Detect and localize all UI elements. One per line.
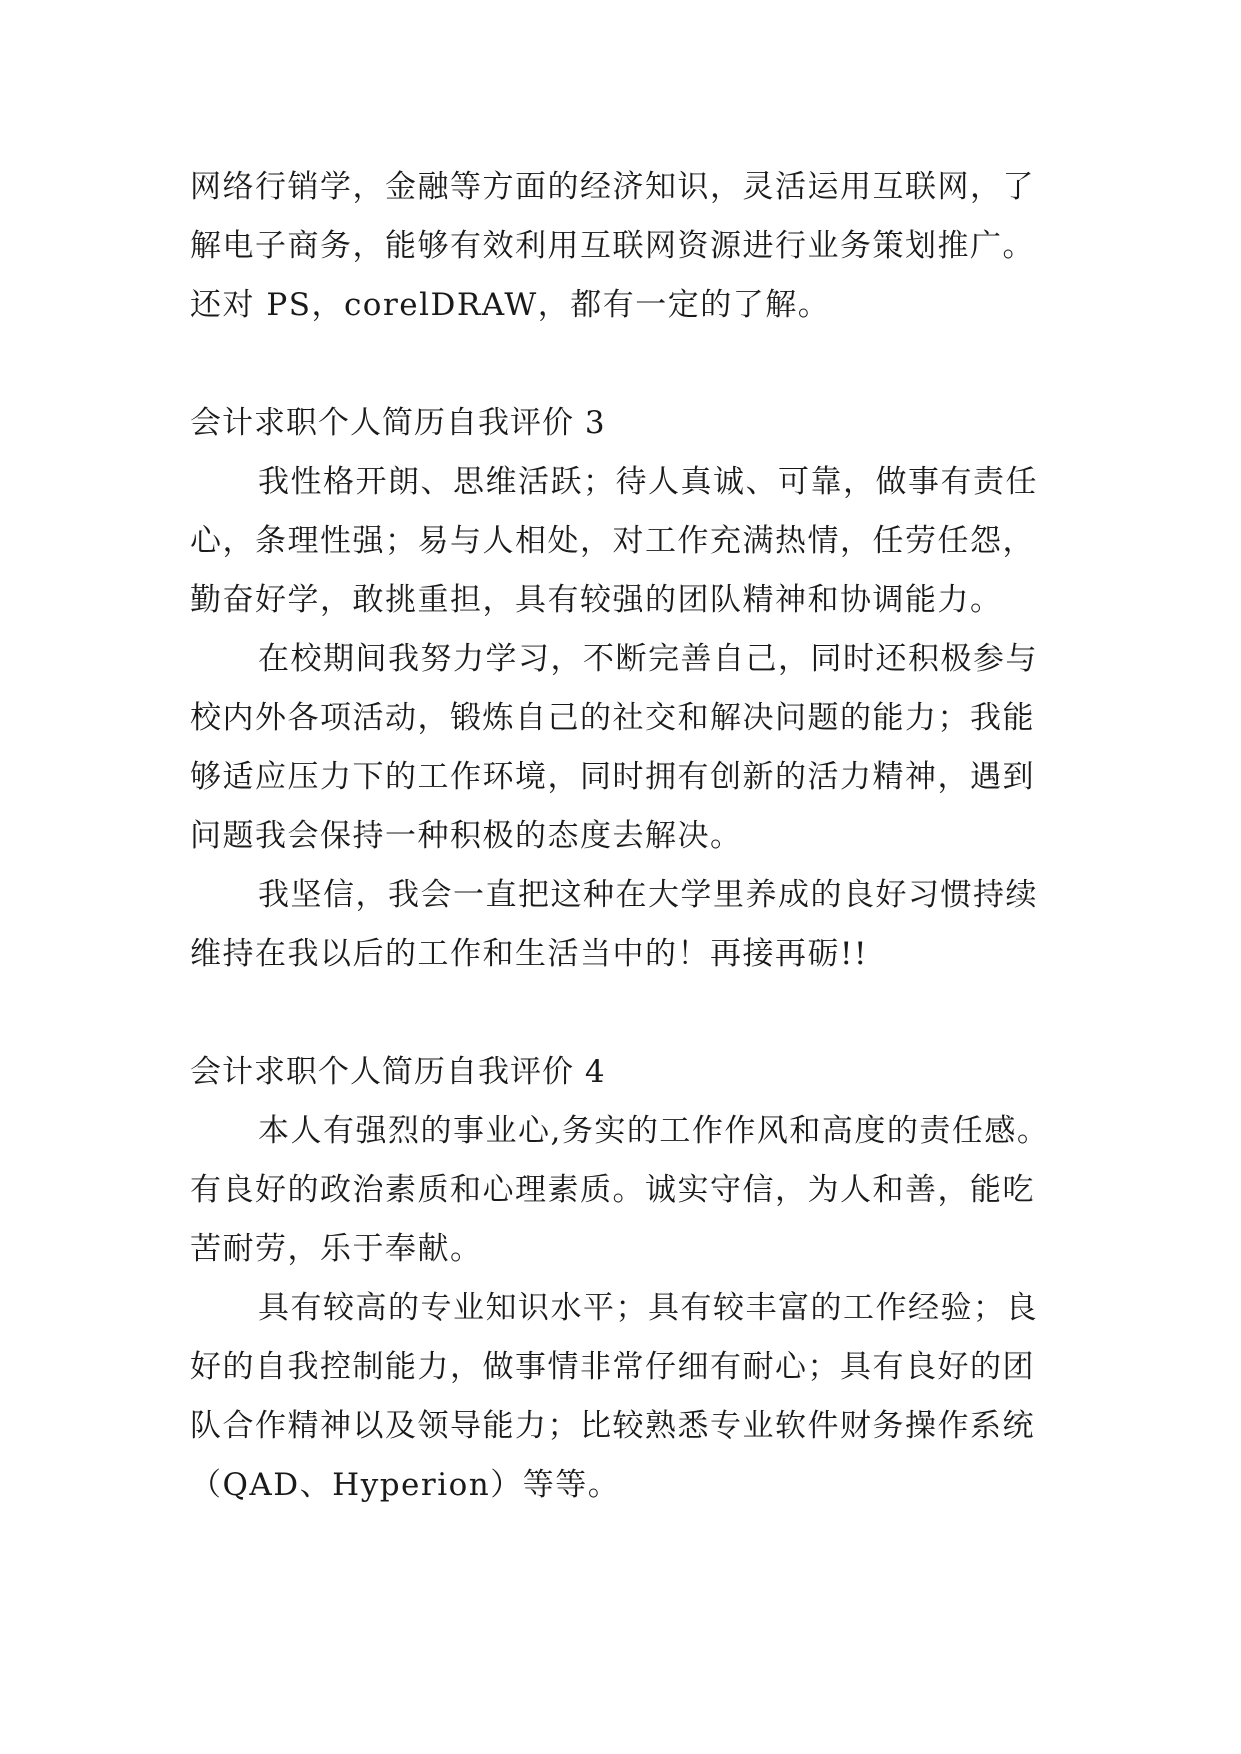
paragraph [190,453,1070,630]
section-3 [190,394,1070,984]
text-line: 解电子商务，能够有效利用互联网资源进行业务策划推广。 [190,228,1035,264]
paragraph [190,1279,1070,1515]
section-4 [190,1043,1070,1515]
section-heading: 会计求职个人简历自我评价 3 [190,405,606,441]
text-line: 具有较高的专业知识水平；具有较丰富的工作经验；良 [258,1290,1038,1326]
text-line: 有良好的政治素质和心理素质。诚实守信，为人和善，能吃 [190,1172,1035,1208]
text-line: 我坚信，我会一直把这种在大学里养成的良好习惯持续 [258,877,1038,913]
section-heading: 会计求职个人简历自我评价 4 [190,1054,606,1090]
paragraph [190,866,1070,984]
text-line: 心，条理性强；易与人相处，对工作充满热情，任劳任怨， [190,523,1035,559]
document-body [190,158,1070,1515]
text-line: 我性格开朗、思维活跃；待人真诚、可靠，做事有责任 [258,464,1038,500]
text-line: 在校期间我努力学习，不断完善自己，同时还积极参与 [258,641,1038,677]
text-line: 苦耐劳，乐于奉献。 [190,1231,483,1267]
text-line: 校内外各项活动，锻炼自己的社交和解决问题的能力；我能 [190,700,1035,736]
paragraph [190,1102,1070,1279]
paragraph [190,630,1070,866]
section-spacer [190,335,1070,394]
intro-paragraph [190,158,1070,335]
text-line: 网络行销学，金融等方面的经济知识，灵活运用互联网，了 [190,169,1035,205]
text-line: 勤奋好学，敢挑重担，具有较强的团队精神和协调能力。 [190,582,1003,618]
section-spacer [190,984,1070,1043]
text-line: 维持在我以后的工作和生活当中的！再接再砺!! [190,936,868,972]
text-line: 够适应压力下的工作环境，同时拥有创新的活力精神，遇到 [190,759,1035,795]
text-line: 队合作精神以及领导能力；比较熟悉专业软件财务操作系统 [190,1408,1035,1444]
text-line: 问题我会保持一种积极的态度去解决。 [190,818,743,854]
text-line: 好的自我控制能力，做事情非常仔细有耐心；具有良好的团 [190,1349,1035,1385]
text-line: （QAD、Hyperion）等等。 [190,1467,621,1503]
text-line: 还对 PS，corelDRAW，都有一定的了解。 [190,287,831,323]
text-line: 本人有强烈的事业心,务实的工作作风和高度的责任感。 [258,1113,1050,1149]
